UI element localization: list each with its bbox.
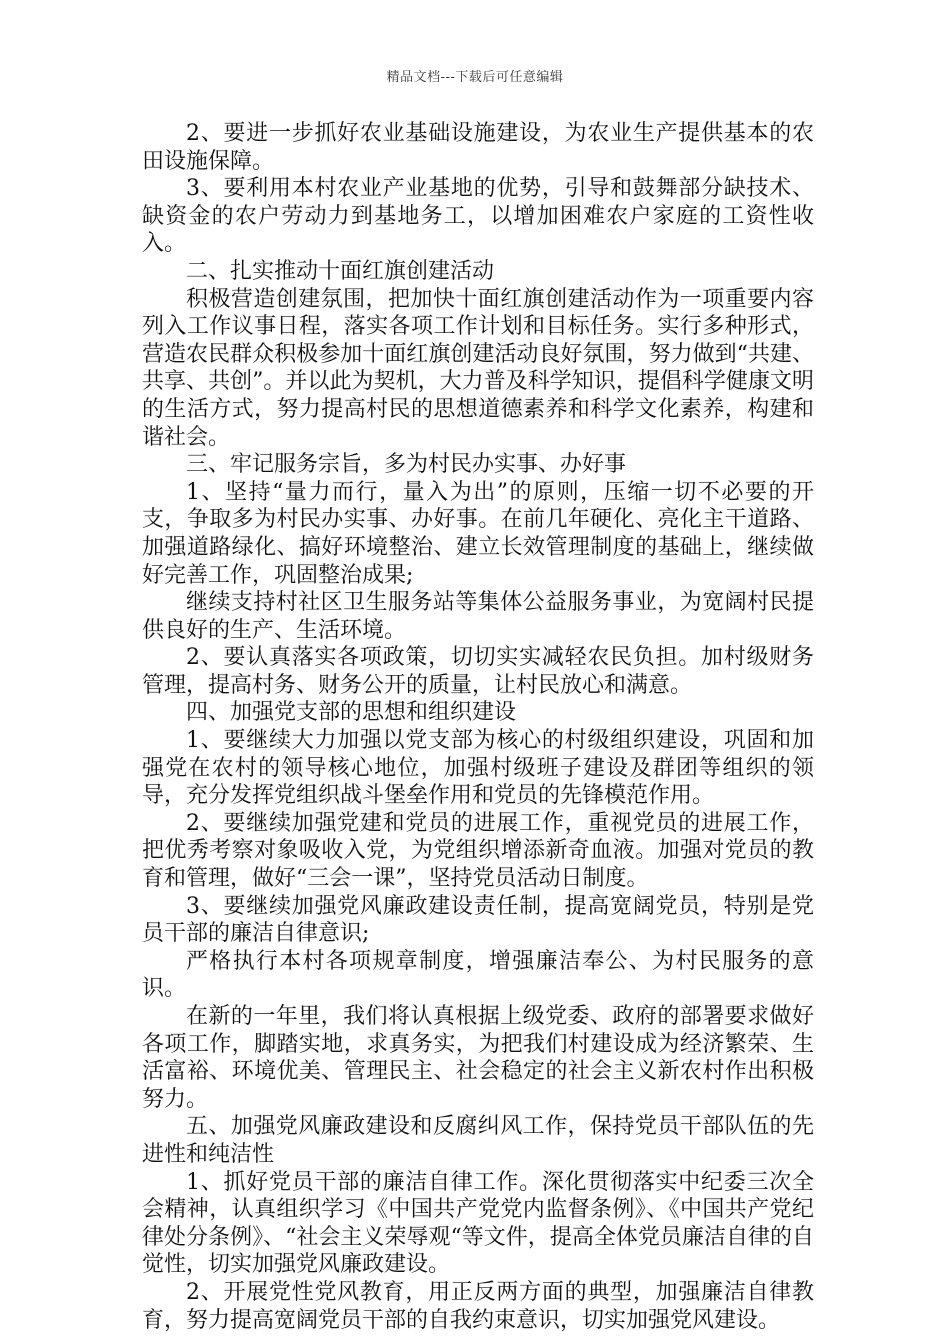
paragraph: 1、要继续大力加强以党支部为核心的村级组织建设，巩固和加强党在农村的领导核心地位，加强村级班子建设及群团等组织的领导，充分发挥党组织战斗堡垒作用和党员的先锋模范作用。 [142, 728, 814, 809]
section-heading: 三、牢记服务宗旨，多为村民办实事、办好事 [186, 452, 627, 478]
paragraph: 2、要继续加强党建和党员的进展工作，重视党员的进展工作，把优秀考察对象吸收入党，为党组织增添新奇血液。加强对党员的教育和管理，做好“三会一课”，坚持党员活动日制度。 [142, 810, 814, 892]
paragraph: 2、要认真落实各项政策，切切实实减轻农民负担。加村级财务管理，提高村务、财务公开的质量，让村民放心和满意。 [142, 645, 814, 698]
paragraph: 2、要进一步抓好农业基础设施建设，为农业生产提供基本的农田设施保障。 [142, 121, 814, 174]
section-heading: 二、扎实推动十面红旗创建活动 [186, 258, 495, 284]
paragraph: 继续支持村社区卫生服务站等集体公益服务事业，为宽阔村民提供良好的生产、生活环境。 [142, 590, 814, 643]
page-header: 精品文档---下载后可任意编辑 [386, 70, 564, 85]
document-body [142, 120, 814, 1334]
section-heading: 四、加强党支部的思想和组织建设 [186, 700, 517, 726]
paragraph: 3、要利用本村农业产业基地的优势，引导和鼓舞部分缺技术、缺资金的农户劳动力到基地务工，以增加困难农户家庭的工资性收入。 [142, 176, 814, 257]
paragraph: 1、抓好党员干部的廉洁自律工作。深化贯彻落实中纪委三次全会精神，认真组织学习《中国共产党党内监督条例》、《中国共产党纪律处分条例》、“社会主义荣辱观“等文件，提高全体党员廉洁自律的自觉性，切实加强党风廉政建设。 [142, 1169, 814, 1278]
section-heading: 五、加强党风廉政建设和反腐纠风工作，保持党员干部队伍的先进性和纯洁性 [142, 1114, 814, 1167]
paragraph: 积极营造创建氛围，把加快十面红旗创建活动作为一项重要内容列入工作议事日程，落实各项工作计划和目标任务。实行多种形式，营造农民群众积极参加十面红旗创建活动良好氛围，努力做到“共建、共享、共创”。并以此为契机，大力普及科学知识，提倡科学健康文明的生活方式，努力提高村民的思想道德素养和科学文化素养，构建和谐社会。 [142, 286, 814, 450]
paragraph: 3、要继续加强党风廉政建设责任制，提高宽阔党员，特别是党员干部的廉洁自律意识; [142, 893, 814, 947]
paragraph: 在新的一年里，我们将认真根据上级党委、政府的部署要求做好各项工作，脚踏实地，求真务实，为把我们村建设成为经济繁荣、生活富裕、环境优美、管理民主、社会稳定的社会主义新农村作出积极努力。 [142, 1004, 814, 1112]
paragraph: 1、坚持“量力而行，量入为出”的原则，压缩一切不必要的开支，争取多为村民办实事、办好事。在前几年硬化、亮化主干道路、加强道路绿化、搞好环境整治、建立长效管理制度的基础上，继续做好完善工作，巩固整治成果; [142, 479, 814, 588]
paragraph: 2、开展党性党风教育，用正反两方面的典型，加强廉洁自律教育，努力提高宽阔党员干部的自我约束意识，切实加强党风建设。 [142, 1279, 814, 1333]
paragraph: 严格执行本村各项规章制度，增强廉洁奉公、为村民服务的意识。 [142, 948, 814, 1002]
